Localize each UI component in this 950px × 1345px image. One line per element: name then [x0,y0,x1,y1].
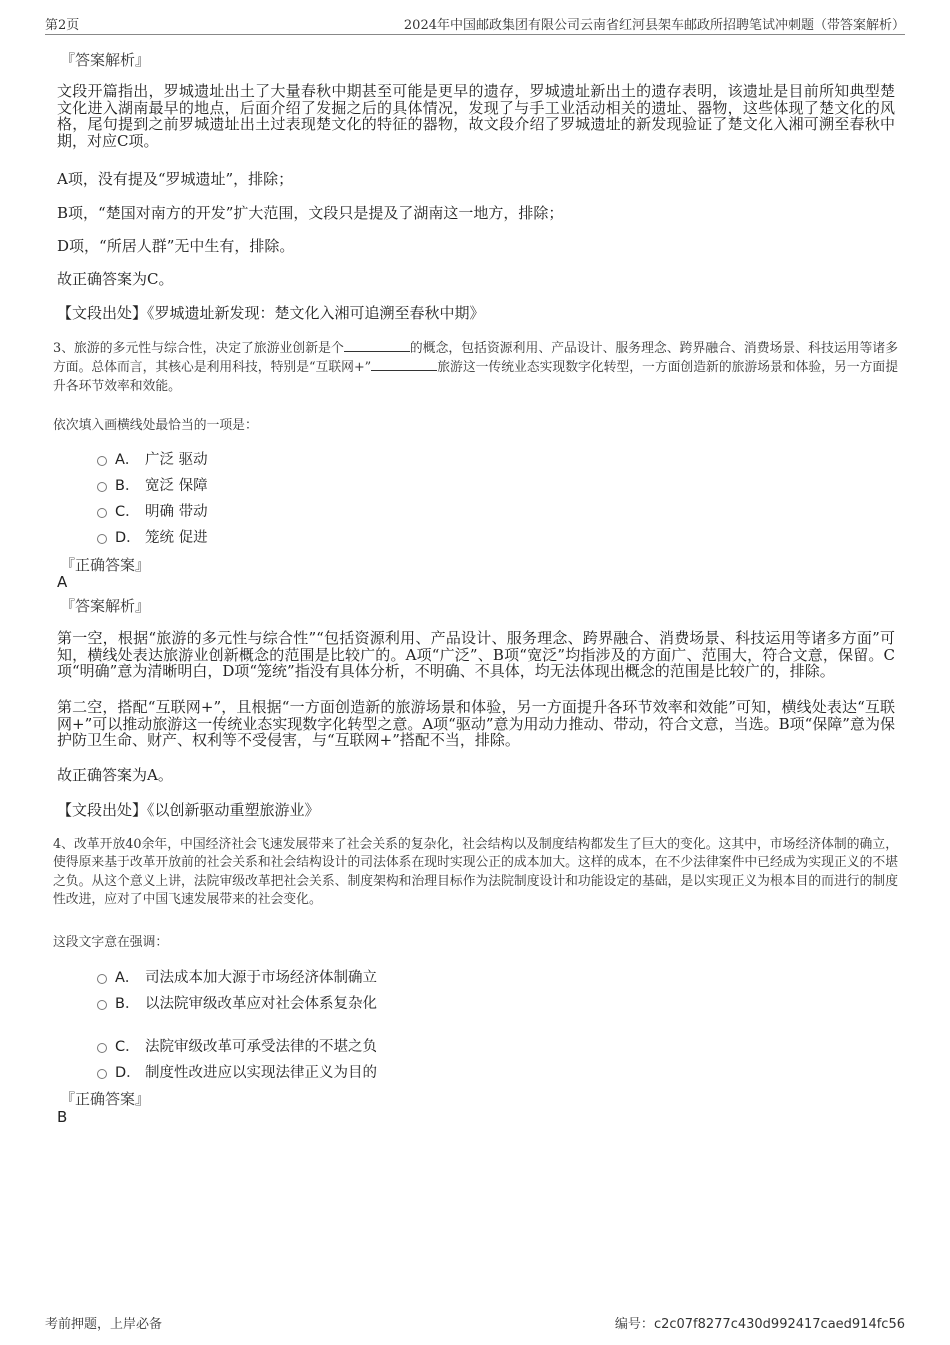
code-value: c2c07f8277c430d992417caed914fc56 [653,1317,905,1332]
q2-conclusion: 故正确答案为C。 [57,270,174,288]
q4-question-text: 4、改革开放40余年，中国经济社会飞速发展带来了社会关系的复杂化，社会结构以及制度结构都发生了巨大的变化。这其中，市场经济体制的确立，使得原来基于改革开放前的社会关系和社会结构设计的司法体系在现时实现公正的成本加大。这样的成本，在不少法律案件中已经成为实现正义的不堪之负。从这个意义上讲，法院审级改革把社会关系、制度架构和治理目标作为法院制度设计和功能设定的基础，是以实现正义为根本目的而进行的制度性改进，应对了中国飞速发展带来的社会变化。 [53,837,898,908]
option-letter: D． [115,530,141,546]
q3-option-a[interactable] [97,448,208,469]
option-text: 法院审级改革可承受法律的不堪之负 [145,1039,377,1055]
radio-button-icon[interactable] [97,508,107,518]
q4-option-b[interactable] [97,992,377,1013]
q3-text-part-3: 旅游这一传统业态实现数字化转型，一方面创造新的旅游场景和体验，另一方面提升各环节效率和效能。 [53,360,899,394]
document-title: 2024年中国邮政集团有限公司云南省红河县架车邮政所招聘笔试冲刺题（带答案解析） [403,18,905,33]
radio-button-icon[interactable] [97,1069,107,1079]
radio-button-icon[interactable] [97,482,107,492]
q4-answer-label: 『正确答案』 [60,1090,151,1108]
radio-button-icon[interactable] [97,456,107,466]
option-text: 宽泛 保障 [145,478,208,494]
option-letter: D． [115,1065,141,1081]
q4-option-d[interactable] [97,1061,377,1082]
radio-button-icon[interactable] [97,534,107,544]
q3-correct-answer: A [57,573,68,591]
q2-analysis-paragraph-4: D项，“所居人群”无中生有，排除。 [57,237,295,255]
q4-option-a[interactable] [97,966,377,987]
radio-button-icon[interactable] [97,974,107,984]
q3-source: 【文段出处】《以创新驱动重塑旅游业》 [57,801,320,819]
q3-answer-label: 『正确答案』 [60,556,151,574]
option-letter: B． [115,478,140,494]
option-text: 司法成本加大源于市场经济体制确立 [145,970,377,986]
q3-analysis-paragraph-1: 第一空，根据“旅游的多元性与综合性”“包括资源利用、产品设计、服务理念、跨界融合、消费场景、科技运用等诸多方面”可知，横线处表达旅游业创新概念的范围是比较广的。A项“广泛”、B项“宽泛”均指涉及的方面广、范围大，符合文意，保留。C项“明确”意为清晰明白，D项“笼统”指没有具体分析，不明确、不具体，均无法体现出概念的范围是比较广的，排除。 [57,629,895,681]
q3-option-d[interactable] [97,526,208,547]
q2-analysis-label: 『答案解析』 [60,51,151,69]
q3-text-part-1: 3、旅游的多元性与综合性，决定了旅游业创新是个 [53,341,344,356]
q2-analysis-paragraph-3: B项，“楚国对南方的开发”扩大范围，文段只是提及了湖南这一地方，排除； [57,204,564,222]
option-letter: A． [115,970,140,986]
page-footer [45,1313,905,1333]
footer-slogan: 考前押题，上岸必备 [45,1317,163,1332]
document-code [615,1313,905,1332]
page-header [45,14,905,35]
radio-button-icon[interactable] [97,1000,107,1010]
q3-option-c[interactable] [97,500,208,521]
option-letter: A． [115,452,140,468]
q3-question-text [53,339,898,396]
page-number: 第2页 [45,18,80,33]
q4-prompt: 这段文字意在强调： [53,935,169,950]
q2-source: 【文段出处】《罗城遗址新发现：楚文化入湘可追溯至春秋中期》 [57,304,485,322]
option-text: 明确 带动 [145,504,208,520]
q3-option-b[interactable] [97,474,208,495]
radio-button-icon[interactable] [97,1043,107,1053]
option-text: 制度性改进应以实现法律正义为目的 [145,1065,377,1081]
q3-text-part-2: 的概念，包括资源利用、产品设计、服务理念、跨界融合、消费场景、科技运用等诸多方面。总体而言，其核心是利用科技，特别是“互联网+” [53,341,898,376]
option-letter: C． [115,1039,140,1055]
q3-blank-1 [344,339,410,352]
option-text: 以法院审级改革应对社会体系复杂化 [145,996,377,1012]
q2-analysis-paragraph-2: A项，没有提及“罗城遗址”，排除； [57,170,294,188]
option-text: 笼统 促进 [145,530,208,546]
q4-option-c[interactable] [97,1035,377,1056]
code-label: 编号： [614,1317,654,1332]
q3-analysis-label: 『答案解析』 [60,597,151,615]
q2-analysis-paragraph-1: 文段开篇指出，罗城遗址出土了大量春秋中期甚至可能是更早的遗存，罗城遗址新出土的遗存表明，该遗址是目前所知典型楚文化进入湖南最早的地点，后面介绍了发掘之后的具体情况，发现了与手工业活动相关的遗址、器物，这些体现了楚文化的风格，尾句提到之前罗城遗址出土过表现楚文化的特征的器物，故文段介绍了罗城遗址的新发现验证了楚文化入湘可溯至春秋中期，对应C项。 [57,82,895,150]
q3-conclusion: 故正确答案为A。 [57,766,173,784]
q3-prompt: 依次填入画横线处最恰当的一项是： [53,418,258,433]
option-letter: B． [115,996,140,1012]
option-text: 广泛 驱动 [145,452,208,468]
q4-correct-answer: B [57,1108,68,1126]
q3-blank-2 [371,358,437,371]
q3-analysis-paragraph-2: 第二空，搭配“互联网+”，且根据“一方面创造新的旅游场景和体验，另一方面提升各环节效率和效能”可知，横线处表达“互联网+”可以推动旅游这一传统业态实现数字化转型之意。A项“驱动”意为用动力推动、带动，符合文意，当选。B项“保障”意为保护防卫生命、财产、权利等不受侵害，与“互联网+”搭配不当，排除。 [57,698,895,750]
option-letter: C． [115,504,140,520]
